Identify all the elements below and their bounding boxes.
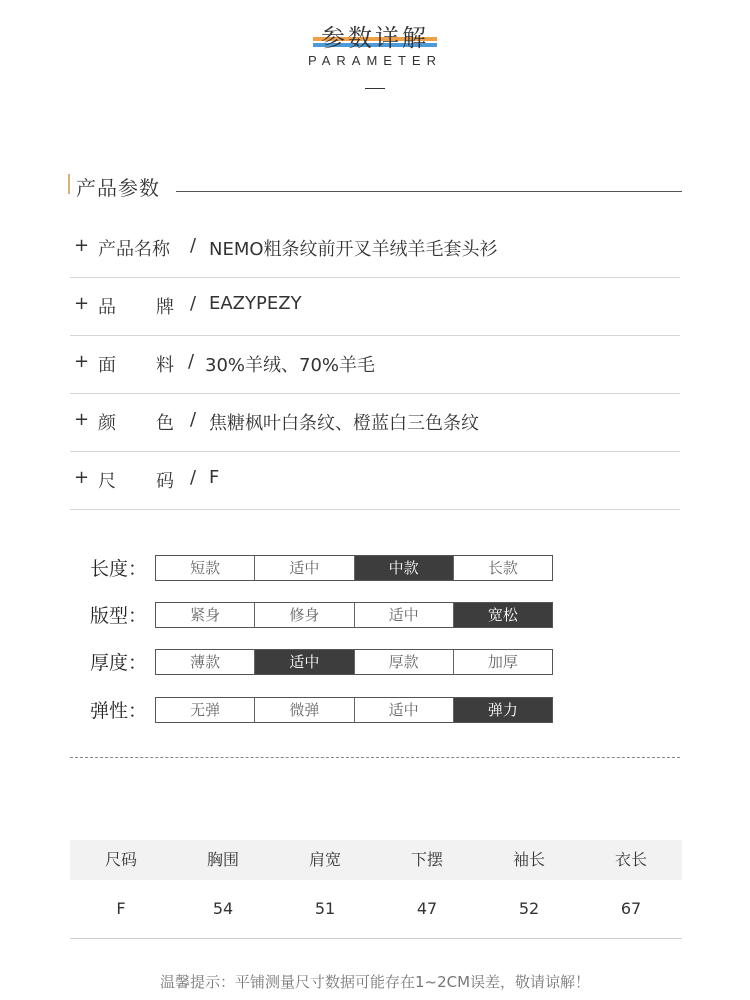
param-row: [70, 220, 680, 278]
section-title: 产品参数: [76, 176, 160, 200]
table-header-cell: 尺码: [104, 850, 137, 869]
table-header-cell: 胸围: [206, 850, 239, 869]
param-value: EAZYPEZY: [209, 293, 302, 314]
scale-option: 加厚: [487, 653, 518, 671]
scale-option-selected: 适中: [255, 650, 354, 674]
section-rule: [176, 191, 682, 192]
scale-option: 短款: [156, 556, 255, 580]
param-row: [70, 394, 680, 452]
table-cell: 47: [416, 899, 438, 918]
param-separator: /: [190, 293, 197, 314]
param-key: 品: [98, 297, 116, 318]
scale-option: 薄款: [156, 650, 255, 674]
dashed-divider: [70, 757, 680, 758]
param-row: [70, 452, 680, 510]
page-title-text: 参数详解: [321, 24, 429, 52]
param-key-2: 牌: [156, 297, 174, 318]
header: [0, 18, 750, 53]
attribute-scale: [155, 649, 553, 675]
size-table: [70, 840, 682, 939]
section-heading: [68, 172, 682, 200]
param-row: [70, 278, 680, 336]
scale-option-selected: 中款: [355, 556, 454, 580]
param-key-2: 码: [156, 471, 174, 492]
scale-option: 长款: [487, 559, 518, 577]
attribute-scale: [155, 602, 553, 628]
table-cell: 52: [518, 899, 540, 918]
param-separator: /: [190, 235, 197, 256]
table-header-cell: 下摆: [410, 850, 443, 869]
plus-icon: +: [74, 409, 90, 430]
plus-icon: +: [74, 351, 90, 372]
table-cell: 54: [212, 899, 234, 918]
scale-option: 修身: [255, 603, 354, 627]
param-value: NEMO粗条纹前开叉羊绒羊毛套头衫: [209, 239, 498, 260]
param-value: 30%羊绒、70%羊毛: [205, 355, 376, 376]
attribute-label: 版型：: [90, 605, 148, 627]
table-header-cell: 衣长: [614, 850, 647, 869]
table-row: [70, 880, 682, 939]
section-accent-bar: [68, 174, 70, 194]
attribute-label: 长度：: [90, 558, 148, 580]
scale-option: 无弹: [156, 698, 255, 722]
plus-icon: +: [74, 235, 90, 256]
param-key: 尺: [98, 471, 116, 492]
param-key: 产品名称: [98, 239, 170, 260]
page-title: [315, 18, 435, 53]
page-subtitle: PARAMETER: [308, 53, 442, 68]
header-divider: [365, 88, 385, 89]
scale-option: 厚款: [355, 650, 454, 674]
scale-option-selected: 宽松: [454, 603, 552, 627]
param-separator: /: [190, 467, 197, 488]
param-key-2: 料: [156, 355, 174, 376]
param-key: 面: [98, 355, 116, 376]
param-value: F: [209, 467, 220, 488]
attribute-label: 弹性：: [90, 700, 148, 722]
param-row: [70, 336, 680, 394]
table-cell: 51: [314, 899, 336, 918]
table-cell: 67: [620, 899, 642, 918]
param-separator: /: [190, 409, 197, 430]
scale-option: 紧身: [156, 603, 255, 627]
attribute-label: 厚度：: [90, 652, 148, 674]
table-cell: F: [116, 899, 126, 918]
table-header-cell: 袖长: [512, 850, 545, 869]
attribute-scale: [155, 697, 553, 723]
scale-option: 微弹: [255, 698, 354, 722]
param-value: 焦糖枫叶白条纹、橙蓝白三色条纹: [209, 413, 479, 434]
scale-option: 适中: [355, 698, 454, 722]
attribute-scale: [155, 555, 553, 581]
scale-option: 适中: [255, 556, 354, 580]
measurement-note: 温馨提示：平铺测量尺寸数据可能存在1~2CM误差，敬请谅解！: [159, 973, 591, 991]
plus-icon: +: [74, 467, 90, 488]
table-header-cell: 肩宽: [308, 850, 341, 869]
param-key-2: 色: [156, 413, 174, 434]
table-header-row: [70, 840, 682, 880]
scale-option-selected: 弹力: [454, 698, 552, 722]
param-separator: /: [188, 351, 195, 372]
params-list: [70, 220, 680, 510]
scale-option: 适中: [355, 603, 454, 627]
plus-icon: +: [74, 293, 90, 314]
param-key: 颜: [98, 413, 116, 434]
